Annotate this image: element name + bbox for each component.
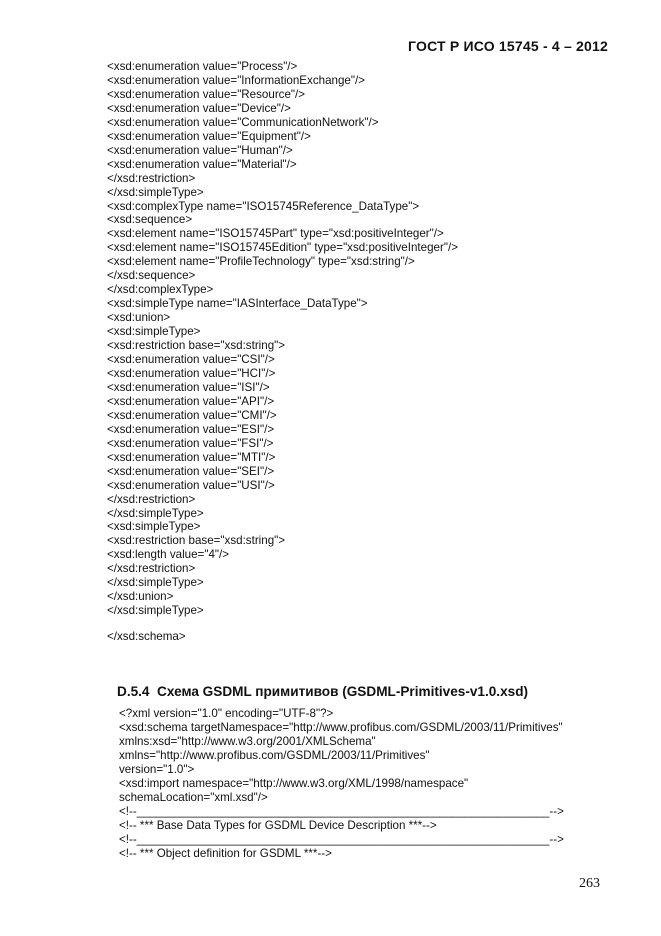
code-line: <?xml version="1.0" encoding="UTF-8"?> bbox=[119, 707, 334, 720]
code-line: <xsd:schema targetNamespace="http://www.profibus.com/GSDML/2003/11/Primitives" bbox=[119, 720, 563, 734]
code-line: <!--________________________________________________________________--> bbox=[119, 832, 564, 846]
code-line: </xsd:restriction> bbox=[107, 492, 196, 506]
code-line: <xsd:complexType name="ISO15745Reference_DataType"> bbox=[107, 199, 420, 213]
code-line: <xsd:sequence> bbox=[107, 213, 193, 227]
schema-close-tag: </xsd:schema> bbox=[107, 630, 186, 643]
code-line: <xsd:import namespace="http://www.w3.org/XML/1998/namespace" bbox=[119, 776, 469, 790]
code-line: <xsd:enumeration value="Resource"/> bbox=[107, 87, 306, 101]
code-line: <xsd:enumeration value="ISI"/> bbox=[107, 380, 270, 394]
code-line: </xsd:simpleType> bbox=[107, 604, 204, 618]
xsd-code-listing bbox=[107, 60, 458, 618]
code-line: <xsd:enumeration value="MTI"/> bbox=[107, 450, 276, 464]
document-header: ГОСТ Р ИСО 15745 - 4 – 2012 bbox=[408, 38, 608, 54]
code-line: xmlns="http://www.profibus.com/GSDML/2003/11/Primitives" bbox=[119, 748, 430, 762]
code-line: <xsd:enumeration value="API"/> bbox=[107, 394, 275, 408]
section-heading: D.5.4 Схема GSDML примитивов (GSDML-Primitives-v1.0.xsd) bbox=[117, 684, 529, 699]
code-line: <xsd:enumeration value="CSI"/> bbox=[107, 353, 275, 367]
code-line: <xsd:element name="ProfileTechnology" type="xsd:string"/> bbox=[107, 255, 415, 269]
code-line: <xsd:simpleType> bbox=[107, 325, 201, 339]
code-line: <xsd:element name="ISO15745Edition" type="xsd:positiveInteger"/> bbox=[107, 241, 458, 255]
code-line: <xsd:enumeration value="CMI"/> bbox=[107, 408, 277, 422]
code-line: <xsd:union> bbox=[107, 311, 171, 325]
code-line: <!-- *** Object definition for GSDML ***--> bbox=[119, 846, 332, 860]
code-line: <xsd:enumeration value="Equipment"/> bbox=[107, 129, 311, 143]
code-line: <xsd:enumeration value="Process"/> bbox=[107, 60, 298, 73]
code-line: version="1.0"> bbox=[119, 762, 195, 776]
code-line: <xsd:simpleType name="IASInterface_DataType"> bbox=[107, 297, 368, 311]
code-line: <xsd:enumeration value="Human"/> bbox=[107, 143, 293, 157]
code-line: xmlns:xsd="http://www.w3.org/2001/XMLSchema" bbox=[119, 734, 376, 748]
code-line: </xsd:sequence> bbox=[107, 269, 196, 283]
code-line: <xsd:enumeration value="Material"/> bbox=[107, 157, 297, 171]
code-line: </xsd:simpleType> bbox=[107, 185, 204, 199]
code-line: </xsd:simpleType> bbox=[107, 576, 204, 590]
code-line: </xsd:restriction> bbox=[107, 171, 196, 185]
code-line: <xsd:enumeration value="InformationExchange"/> bbox=[107, 73, 365, 87]
gsdml-primitives-listing bbox=[119, 707, 564, 860]
code-line: <xsd:restriction base="xsd:string"> bbox=[107, 534, 286, 548]
code-line: <xsd:enumeration value="FSI"/> bbox=[107, 436, 274, 450]
page-number: 263 bbox=[579, 876, 600, 891]
code-line: <xsd:enumeration value="ESI"/> bbox=[107, 422, 275, 436]
code-line: <xsd:length value="4"/> bbox=[107, 548, 230, 562]
code-line: </xsd:union> bbox=[107, 590, 174, 604]
code-line: </xsd:restriction> bbox=[107, 562, 196, 576]
code-line: <!-- *** Base Data Types for GSDML Device Description ***--> bbox=[119, 818, 437, 832]
code-line: <xsd:simpleType> bbox=[107, 520, 201, 534]
code-line: </xsd:complexType> bbox=[107, 283, 214, 297]
code-line: <!--________________________________________________________________--> bbox=[119, 804, 564, 818]
code-line: schemaLocation="xml.xsd"/> bbox=[119, 790, 268, 804]
code-line: <xsd:enumeration value="CommunicationNetwork"/> bbox=[107, 115, 379, 129]
code-line: <xsd:enumeration value="Device"/> bbox=[107, 101, 291, 115]
code-line: <xsd:enumeration value="HCI"/> bbox=[107, 366, 276, 380]
code-line: <xsd:restriction base="xsd:string"> bbox=[107, 339, 286, 353]
code-line: <xsd:enumeration value="USI"/> bbox=[107, 478, 275, 492]
code-line: <xsd:enumeration value="SEI"/> bbox=[107, 464, 275, 478]
code-line: </xsd:simpleType> bbox=[107, 506, 204, 520]
code-line: <xsd:element name="ISO15745Part" type="xsd:positiveInteger"/> bbox=[107, 227, 444, 241]
